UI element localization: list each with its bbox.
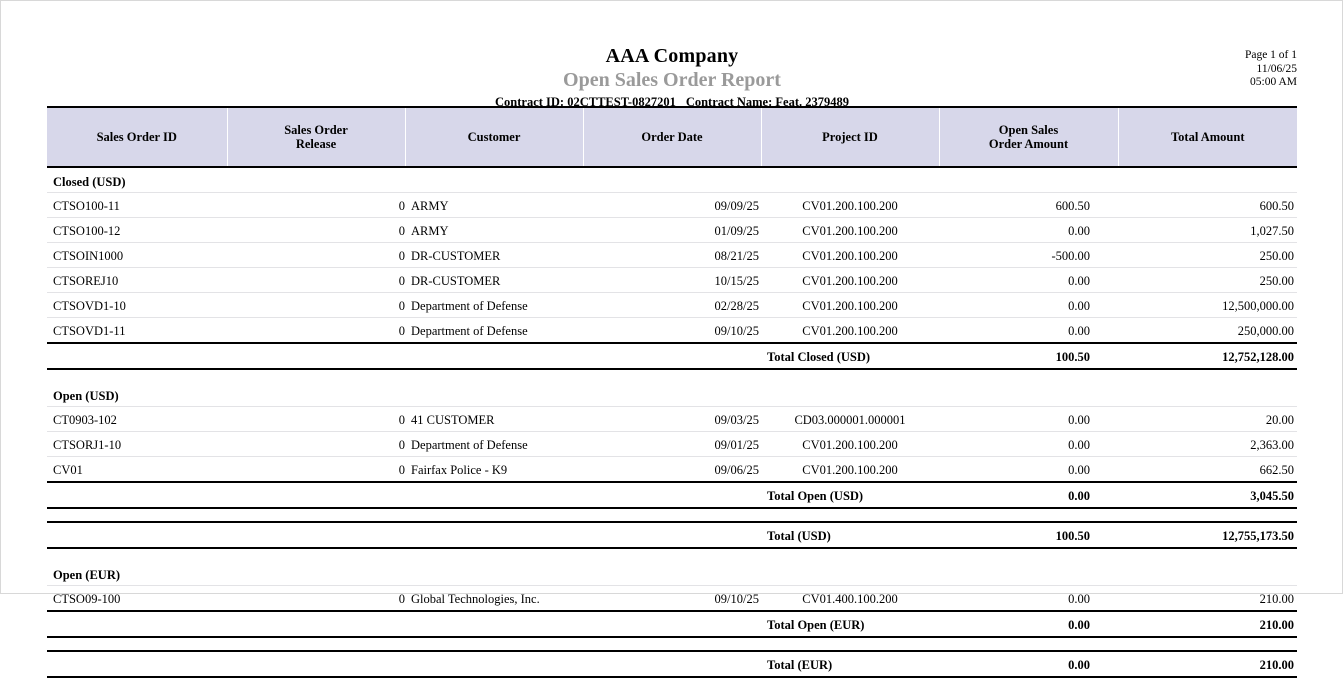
column-header-sales-order-release-line1: Sales Order (284, 123, 348, 137)
cell-order-date: 09/03/25 (583, 407, 761, 432)
grand-total-row (47, 522, 1297, 548)
grand-total-open-amount: 0.00 (939, 651, 1118, 677)
cell-customer: Department of Defense (405, 318, 583, 344)
cell-open-amount: 0.00 (939, 318, 1118, 344)
cell-release: 0 (227, 193, 405, 218)
table-row (47, 218, 1297, 243)
cell-total-amount: 1,027.50 (1118, 218, 1297, 243)
cell-release: 0 (227, 268, 405, 293)
group-total-open-amount: 100.50 (939, 343, 1118, 369)
cell-open-amount: -500.00 (939, 243, 1118, 268)
cell-open-amount: 0.00 (939, 586, 1118, 612)
report-header-right (1245, 49, 1297, 90)
table-row (47, 407, 1297, 432)
cell-sales-order-id: CTSORJ1-10 (47, 432, 227, 457)
column-header-open-amount (939, 108, 1118, 167)
cell-release: 0 (227, 432, 405, 457)
cell-open-amount: 0.00 (939, 293, 1118, 318)
cell-sales-order-id: CTSO100-11 (47, 193, 227, 218)
sales-order-table (47, 108, 1297, 678)
page-number: Page 1 of 1 (1244, 49, 1297, 61)
cell-sales-order-id: CTSOIN1000 (47, 243, 227, 268)
group-total-label: Total Closed (USD) (761, 343, 939, 369)
cell-release: 0 (227, 218, 405, 243)
cell-customer: DR-CUSTOMER (405, 243, 583, 268)
cell-project-id: CV01.200.100.200 (761, 243, 939, 268)
table-row (47, 457, 1297, 483)
table-row (47, 318, 1297, 344)
table-header-row (47, 108, 1297, 167)
cell-sales-order-id: CV01 (47, 457, 227, 483)
cell-total-amount: 600.50 (1118, 193, 1297, 218)
grand-total-row (47, 651, 1297, 677)
cell-order-date: 10/15/25 (583, 268, 761, 293)
table-row (47, 432, 1297, 457)
cell-total-amount: 2,363.00 (1118, 432, 1297, 457)
cell-customer: ARMY (405, 218, 583, 243)
group-total-total-amount: 12,752,128.00 (1118, 343, 1297, 369)
cell-total-amount: 250,000.00 (1118, 318, 1297, 344)
grand-total-total-amount: 12,755,173.50 (1118, 522, 1297, 548)
spacer-cell (47, 651, 761, 677)
cell-customer: Global Technologies, Inc. (405, 586, 583, 612)
group-total-label: Total Open (EUR) (761, 611, 939, 637)
cell-release: 0 (227, 586, 405, 612)
report-date: 11/06/25 (1256, 62, 1297, 75)
cell-order-date: 09/06/25 (583, 457, 761, 483)
column-header-sales-order-release (227, 108, 405, 167)
grand-total-label: Total (EUR) (761, 651, 939, 677)
column-header-open-amount-line1: Open Sales (998, 123, 1059, 137)
spacer-row (47, 508, 1297, 522)
cell-project-id: CV01.200.100.200 (761, 432, 939, 457)
group-label: Closed (USD) (47, 167, 1297, 193)
group-total-total-amount: 3,045.50 (1118, 482, 1297, 508)
cell-order-date: 09/01/25 (583, 432, 761, 457)
cell-open-amount: 0.00 (939, 457, 1118, 483)
group-total-label: Total Open (USD) (761, 482, 939, 508)
cell-total-amount: 250.00 (1118, 268, 1297, 293)
cell-sales-order-id: CTSOVD1-11 (47, 318, 227, 344)
cell-customer: Department of Defense (405, 293, 583, 318)
cell-total-amount: 210.00 (1118, 586, 1297, 612)
report-header-center (47, 21, 1297, 110)
cell-total-amount: 250.00 (1118, 243, 1297, 268)
cell-customer: ARMY (405, 193, 583, 218)
cell-project-id: CV01.200.100.200 (761, 457, 939, 483)
group-total-total-amount: 210.00 (1118, 611, 1297, 637)
table-row (47, 293, 1297, 318)
group-header-row (47, 561, 1297, 586)
cell-project-id: CV01.400.100.200 (761, 586, 939, 612)
column-header-order-date: Order Date (583, 108, 761, 167)
cell-customer: Fairfax Police - K9 (405, 457, 583, 483)
grand-total-total-amount: 210.00 (1118, 651, 1297, 677)
grand-total-open-amount: 100.50 (939, 522, 1118, 548)
cell-release: 0 (227, 243, 405, 268)
cell-project-id: CD03.000001.000001 (761, 407, 939, 432)
contract-name: Contract Name: Feat. 2379489 (685, 95, 849, 109)
cell-release: 0 (227, 407, 405, 432)
spacer-cell (47, 611, 761, 637)
group-header-row (47, 382, 1297, 407)
spacer-row (47, 369, 1297, 382)
group-header-row (47, 167, 1297, 193)
report-header (47, 21, 1297, 109)
group-label: Open (USD) (47, 382, 1297, 407)
cell-order-date: 08/21/25 (583, 243, 761, 268)
column-header-total-amount: Total Amount (1118, 108, 1297, 167)
cell-total-amount: 20.00 (1118, 407, 1297, 432)
cell-order-date: 09/10/25 (583, 318, 761, 344)
column-header-open-amount-line2: Order Amount (988, 137, 1069, 151)
cell-release: 0 (227, 293, 405, 318)
cell-customer: Department of Defense (405, 432, 583, 457)
cell-order-date: 09/09/25 (583, 193, 761, 218)
report-title: Open Sales Order Report (563, 69, 781, 91)
cell-project-id: CV01.200.100.200 (761, 293, 939, 318)
spacer-cell (47, 482, 761, 508)
cell-sales-order-id: CTSOVD1-10 (47, 293, 227, 318)
group-total-row (47, 611, 1297, 637)
table-row (47, 586, 1297, 612)
group-total-open-amount: 0.00 (939, 611, 1118, 637)
grand-total-label: Total (USD) (761, 522, 939, 548)
cell-project-id: CV01.200.100.200 (761, 318, 939, 344)
group-total-row (47, 482, 1297, 508)
cell-open-amount: 0.00 (939, 432, 1118, 457)
cell-order-date: 01/09/25 (583, 218, 761, 243)
cell-open-amount: 0.00 (939, 218, 1118, 243)
spacer-cell (47, 343, 761, 369)
cell-sales-order-id: CTSO09-100 (47, 586, 227, 612)
cell-project-id: CV01.200.100.200 (761, 193, 939, 218)
column-header-sales-order-release-line2: Release (295, 137, 337, 151)
cell-open-amount: 0.00 (939, 407, 1118, 432)
cell-total-amount: 662.50 (1118, 457, 1297, 483)
cell-open-amount: 600.50 (939, 193, 1118, 218)
group-label: Open (EUR) (47, 561, 1297, 586)
cell-sales-order-id: CTSOREJ10 (47, 268, 227, 293)
cell-project-id: CV01.200.100.200 (761, 268, 939, 293)
cell-release: 0 (227, 318, 405, 344)
spacer-row (47, 548, 1297, 561)
cell-project-id: CV01.200.100.200 (761, 218, 939, 243)
cell-sales-order-id: CT0903-102 (47, 407, 227, 432)
cell-customer: DR-CUSTOMER (405, 268, 583, 293)
cell-sales-order-id: CTSO100-12 (47, 218, 227, 243)
cell-customer: 41 CUSTOMER (405, 407, 583, 432)
table-row (47, 243, 1297, 268)
cell-order-date: 02/28/25 (583, 293, 761, 318)
spacer-row (47, 637, 1297, 651)
column-header-customer: Customer (405, 108, 583, 167)
column-header-project-id: Project ID (761, 108, 939, 167)
table-row (47, 268, 1297, 293)
cell-total-amount: 12,500,000.00 (1118, 293, 1297, 318)
cell-order-date: 09/10/25 (583, 586, 761, 612)
company-name: AAA Company (605, 45, 739, 67)
table-row (47, 193, 1297, 218)
column-header-sales-order-id: Sales Order ID (47, 108, 227, 167)
cell-release: 0 (227, 457, 405, 483)
spacer-cell (47, 522, 761, 548)
group-total-row (47, 343, 1297, 369)
contract-info (47, 94, 1297, 110)
cell-open-amount: 0.00 (939, 268, 1118, 293)
group-total-open-amount: 0.00 (939, 482, 1118, 508)
contract-id: Contract ID: 02CTTEST-0827201 (495, 95, 676, 109)
report-body (47, 21, 1297, 678)
report-time: 05:00 AM (1250, 76, 1297, 88)
